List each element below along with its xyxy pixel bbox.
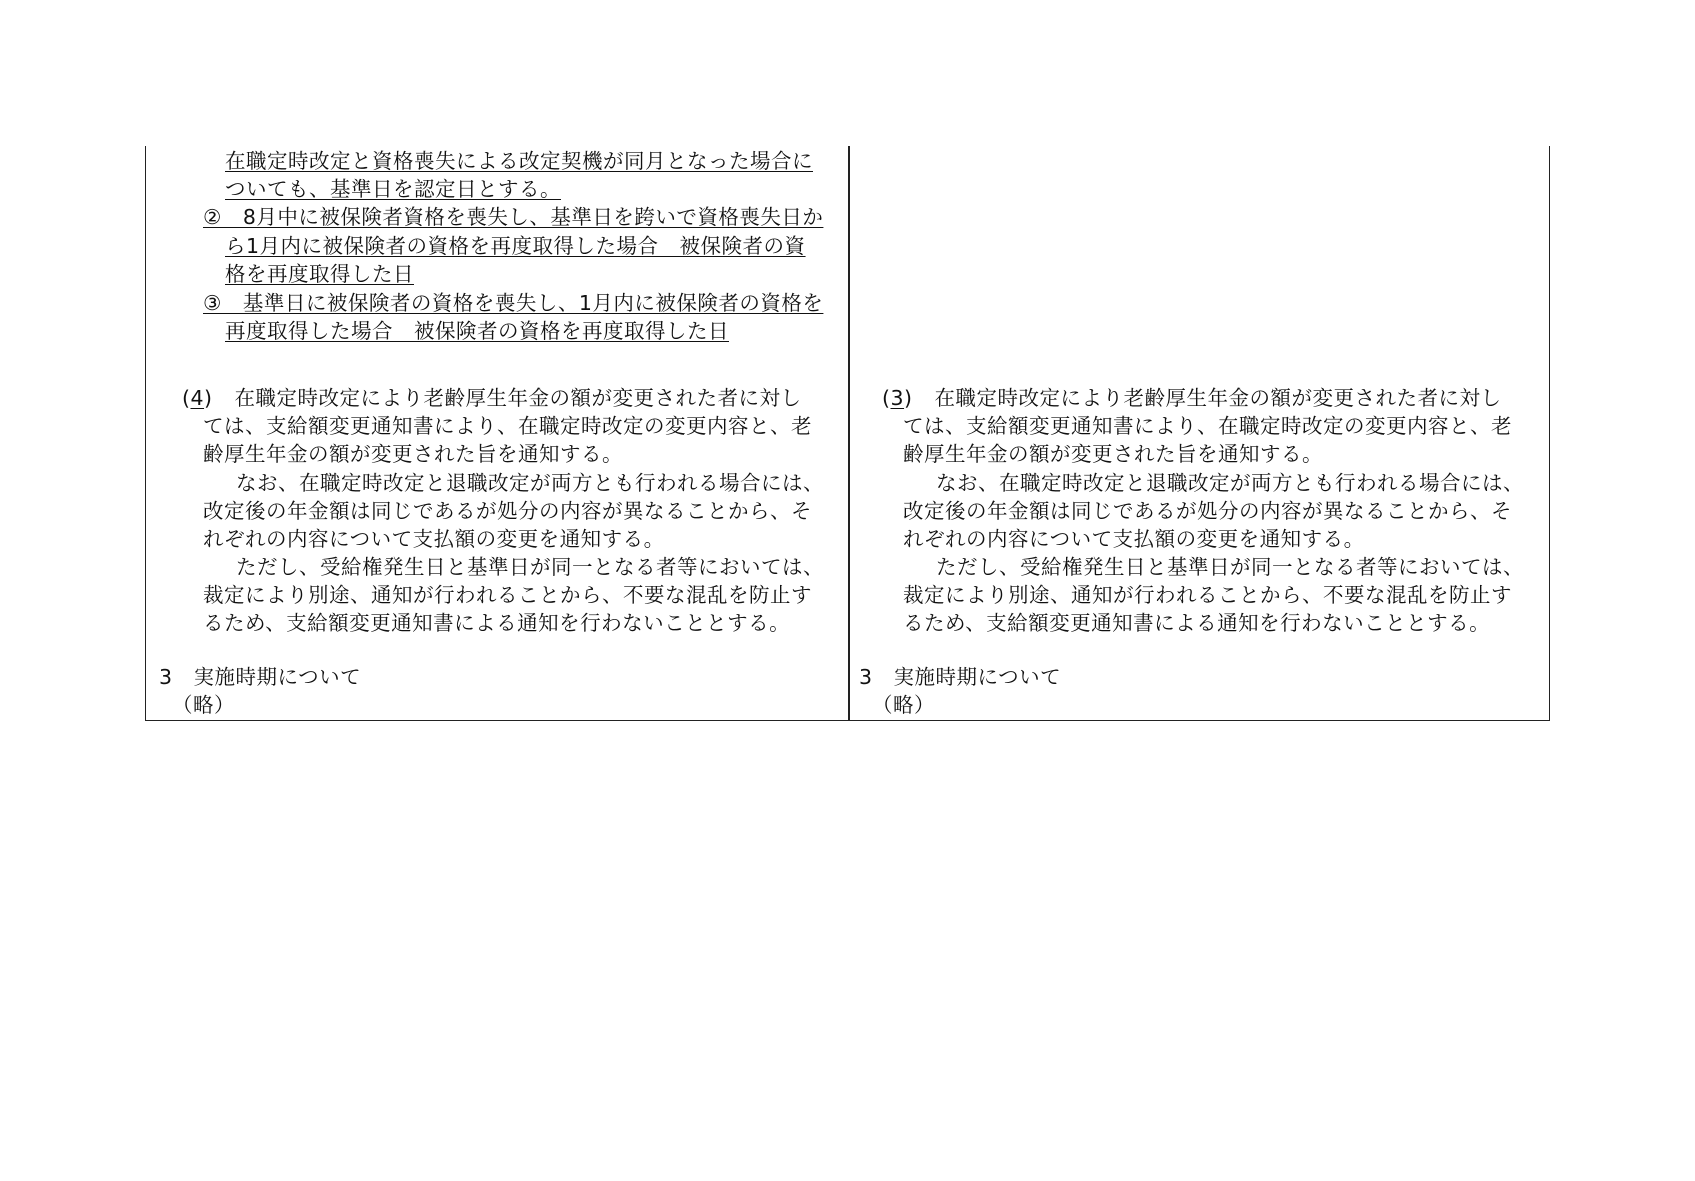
amend-line: 在職定時改定と資格喪失による改定契機が同月となった場合に — [225, 149, 813, 173]
body-line: れぞれの内容について支払額の変更を通知する。 — [203, 527, 665, 551]
body-line: 齢厚生年金の額が変更された旨を通知する。 — [203, 442, 623, 466]
body-line: 改定後の年金額は同じであるが処分の内容が異なることから、そ — [203, 499, 812, 523]
section-note: （略） — [172, 693, 235, 717]
body-line: ただし、受給権発生日と基準日が同一となる者等においては、 — [936, 555, 1524, 579]
amend-line: ついても、基準日を認定日とする。 — [225, 177, 561, 201]
comparison-table — [145, 146, 1550, 721]
section-note: （略） — [872, 693, 935, 717]
body-line: なお、在職定時改定と退職改定が両方とも行われる場合には、 — [936, 471, 1524, 495]
amend-line: ② 8月中に被保険者資格を喪失し、基準日を跨いで資格喪失日か — [203, 205, 824, 229]
body-line: るため、支給額変更通知書による通知を行わないこととする。 — [203, 611, 791, 635]
body-line: るため、支給額変更通知書による通知を行わないこととする。 — [903, 611, 1491, 635]
amend-line: ③ 基準日に被保険者の資格を喪失し、1月内に被保険者の資格を — [203, 291, 824, 315]
item-3-first-line: (3) 在職定時改定により老齢厚生年金の額が変更された者に対し — [882, 386, 1502, 410]
body-line: れぞれの内容について支払額の変更を通知する。 — [903, 527, 1365, 551]
amend-line: ら1月内に被保険者の資格を再度取得した場合 被保険者の資 — [225, 234, 806, 258]
body-line: 齢厚生年金の額が変更された旨を通知する。 — [903, 442, 1323, 466]
body-line: なお、在職定時改定と退職改定が両方とも行われる場合には、 — [236, 471, 824, 495]
body-line: 改定後の年金額は同じであるが処分の内容が異なることから、そ — [903, 499, 1512, 523]
item-number-digit: 3 — [890, 386, 905, 410]
item-number-digit: 4 — [190, 386, 205, 410]
body-line: 裁定により別途、通知が行われることから、不要な混乱を防止す — [903, 583, 1512, 607]
item-4-first-line: (4) 在職定時改定により老齢厚生年金の額が変更された者に対し — [182, 386, 802, 410]
section-heading: 3 実施時期について — [159, 665, 362, 689]
amend-line: 再度取得した場合 被保険者の資格を再度取得した日 — [225, 319, 729, 343]
current-column — [850, 146, 1550, 720]
section-heading: 3 実施時期について — [859, 665, 1062, 689]
body-line: ては、支給額変更通知書により、在職定時改定の変更内容と、老 — [203, 414, 812, 438]
body-line: ては、支給額変更通知書により、在職定時改定の変更内容と、老 — [903, 414, 1512, 438]
amended-column — [146, 146, 848, 720]
body-line: 裁定により別途、通知が行われることから、不要な混乱を防止す — [203, 583, 812, 607]
amend-line: 格を再度取得した日 — [225, 262, 414, 286]
body-line: ただし、受給権発生日と基準日が同一となる者等においては、 — [236, 555, 824, 579]
